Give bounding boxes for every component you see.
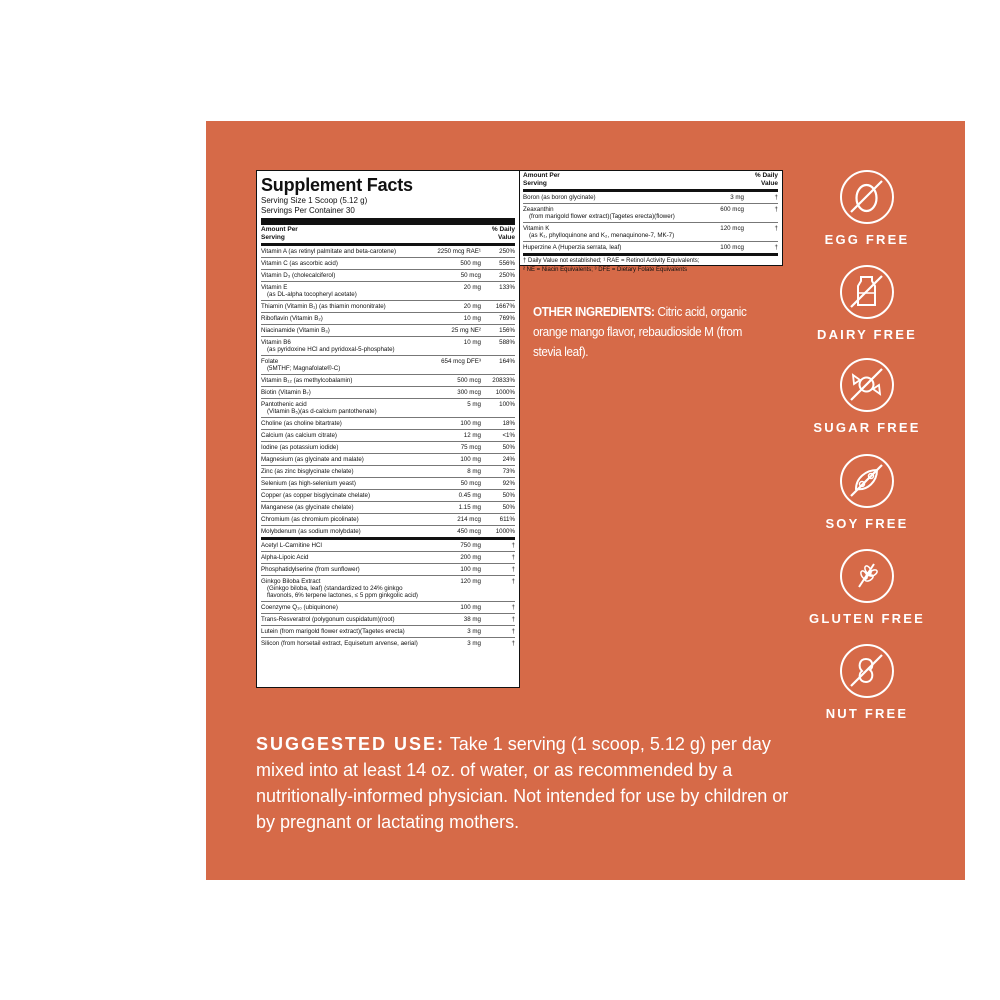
- nutrient-row: [261, 638, 515, 649]
- nutrient-row: [261, 526, 515, 537]
- nutrient-name: [261, 616, 429, 623]
- nutrient-daily-value: 100%: [499, 401, 515, 408]
- nutrient-amount: 3 mg: [467, 640, 481, 647]
- nutrient-row: [523, 204, 778, 223]
- nutrient-name: [261, 604, 429, 611]
- nutrient-label: Vitamin B6: [261, 339, 291, 346]
- supplement-facts-continued: [519, 170, 783, 273]
- nutrient-row: [261, 502, 515, 514]
- nutrient-daily-value: 18%: [502, 420, 515, 427]
- nutrient-row: [261, 576, 515, 602]
- nutrient-name: [261, 358, 429, 372]
- facts-header-continued: [523, 172, 778, 192]
- candy-icon: [840, 358, 894, 412]
- nutrient-daily-value: †: [511, 616, 515, 623]
- nutrient-daily-value: 556%: [499, 260, 515, 267]
- nutrient-amount: 750 mg: [460, 542, 481, 549]
- nutrient-amount: 50 mcg: [460, 480, 481, 487]
- nutrient-daily-value: 133%: [499, 284, 515, 291]
- nutrient-name: [261, 444, 429, 451]
- nutrient-name: [261, 284, 429, 298]
- nutrient-row: [261, 466, 515, 478]
- footnote-2: ² NE = Niacin Equivalents; ³ DFE = Dietary Folate Equivalents: [523, 267, 688, 273]
- badge-label: DAIRY FREE: [816, 327, 917, 342]
- badge-dairy-free: [797, 265, 937, 342]
- nutrient-name: [261, 566, 429, 573]
- nutrient-amount: 600 mcg: [720, 206, 744, 213]
- nutrient-name: [261, 432, 429, 439]
- nutrient-row: [261, 270, 515, 282]
- nutrient-label: Trans-Resveratrol (polygonum cuspidatum)(root): [261, 616, 395, 623]
- nutrient-row: [261, 478, 515, 490]
- nutrient-label: Vitamin D₃ (cholecalciferol): [261, 272, 336, 279]
- nutrient-amount: 100 mcg: [720, 244, 744, 251]
- nutrient-daily-value: †: [511, 566, 515, 573]
- footnote-1: † Daily Value not established; ¹ RAE = Retinol Activity Equivalents;: [523, 258, 700, 264]
- nutrient-label: Zeaxanthin: [523, 206, 554, 213]
- nutrient-name: [261, 420, 429, 427]
- nutrient-amount: 25 mg NE²: [451, 327, 481, 334]
- nutrient-label: Silicon (from horsetail extract, Equisetum arvense, aerial): [261, 640, 418, 647]
- nutrient-label: Manganese (as glycinate chelate): [261, 504, 354, 511]
- nutrient-name: [261, 339, 429, 353]
- nutrient-name: [261, 504, 429, 511]
- nutrient-label: Molybdenum (as sodium molybdate): [261, 528, 361, 535]
- nutrient-name: [261, 554, 429, 561]
- nutrient-amount: 2250 mcg RAE¹: [437, 248, 481, 255]
- badge-label: SOY FREE: [825, 516, 909, 531]
- nutrient-name: [261, 401, 429, 415]
- nutrient-daily-value: †: [774, 206, 778, 213]
- nutrient-row: [261, 258, 515, 270]
- nutrient-label: Riboflavin (Vitamin B₂): [261, 315, 323, 322]
- nutrient-source: (as DL-alpha tocopheryl acetate): [267, 291, 357, 298]
- nutrient-row: [261, 552, 515, 564]
- nutrient-daily-value: 24%: [502, 456, 515, 463]
- nutrient-name: [261, 528, 429, 535]
- nutrient-row: [261, 418, 515, 430]
- nutrient-name: [523, 225, 692, 239]
- other-ingredient-rows: [261, 540, 515, 649]
- nutrient-amount: 500 mcg: [457, 377, 481, 384]
- supplement-facts-title: Supplement Facts: [261, 175, 413, 195]
- nutrient-label: Magnesium (as glycinate and malate): [261, 456, 364, 463]
- nutrient-amount: 12 mg: [463, 432, 481, 439]
- amount-per-serving-header: Amount Per Serving: [523, 172, 560, 187]
- peanut-icon: [840, 644, 894, 698]
- nutrient-daily-value: 73%: [502, 468, 515, 475]
- servings-per-container: Servings Per Container 30: [261, 206, 355, 215]
- other-ingredients: [533, 302, 767, 362]
- nutrient-amount: 20 mg: [463, 303, 481, 310]
- suggested-use: [256, 731, 796, 835]
- nutrient-name: [523, 206, 692, 220]
- nutrient-label: Biotin (Vitamin B₇): [261, 389, 311, 396]
- nutrient-daily-value: 250%: [499, 272, 515, 279]
- milk-bottle-icon: [840, 265, 894, 319]
- nutrient-daily-value: †: [774, 225, 778, 232]
- daily-value-header: % Daily Value: [754, 172, 778, 187]
- badge-label: EGG FREE: [824, 232, 910, 247]
- nutrient-name: [261, 377, 429, 384]
- nutrient-daily-value: †: [511, 628, 515, 635]
- nutrient-daily-value: †: [511, 604, 515, 611]
- nutrient-row: [261, 430, 515, 442]
- nutrient-name: [261, 260, 429, 267]
- nutrient-label: Zinc (as zinc bisglycinate chelate): [261, 468, 354, 475]
- nutrient-name: [261, 389, 429, 396]
- badge-egg-free: [797, 170, 937, 247]
- nutrient-row: [523, 242, 778, 253]
- nutrient-daily-value: †: [511, 578, 515, 585]
- nutrient-source: (as K₁, phylloquinone and K₂, menaquinone-7, MK-7): [529, 232, 675, 239]
- nutrient-amount: 0.45 mg: [458, 492, 481, 499]
- nutrient-name: [261, 327, 429, 334]
- nutrient-daily-value: †: [511, 542, 515, 549]
- nutrient-label: Choline (as choline bitartrate): [261, 420, 342, 427]
- nutrient-amount: 8 mg: [467, 468, 481, 475]
- nutrient-label: Vitamin B₁₂ (as methylcobalamin): [261, 377, 353, 384]
- nutrient-daily-value: †: [774, 244, 778, 251]
- nutrient-row: [523, 192, 778, 204]
- nutrient-amount: 10 mg: [463, 315, 481, 322]
- nutrient-source: (as pyridoxine HCl and pyridoxal-5-phosphate): [267, 346, 395, 353]
- nutrient-name: [261, 248, 429, 255]
- nutrient-daily-value: 156%: [499, 327, 515, 334]
- nutrient-label: Iodine (as potassium iodide): [261, 444, 339, 451]
- nutrient-daily-value: †: [774, 194, 778, 201]
- amount-per-serving-header: Amount Per Serving: [261, 226, 298, 241]
- egg-icon: [840, 170, 894, 224]
- other-ingredients-label: OTHER INGREDIENTS:: [533, 304, 655, 319]
- nutrient-amount: 50 mcg: [460, 272, 481, 279]
- badge-label: SUGAR FREE: [813, 420, 921, 435]
- nutrient-name: [261, 516, 429, 523]
- nutrient-row: [261, 490, 515, 502]
- nutrient-rows: [261, 246, 515, 537]
- nutrient-daily-value: 92%: [502, 480, 515, 487]
- nutrient-source: (Ginkgo biloba, leaf) (standardized to 24% ginkgo flavonols, 6% terpene lactones, ≤ 5 ppm ginkgolic acid): [267, 585, 418, 599]
- nutrient-rows-continued: [523, 192, 778, 253]
- nutrient-amount: 38 mg: [463, 616, 481, 623]
- nutrient-source: (from marigold flower extract)(Tagetes erecta)(flower): [529, 213, 675, 220]
- nutrient-amount: 20 mg: [463, 284, 481, 291]
- serving-size: Serving Size 1 Scoop (5.12 g): [261, 196, 368, 205]
- nutrient-name: [523, 244, 692, 251]
- nutrient-amount: 5 mg: [467, 401, 481, 408]
- nutrient-label: Phosphatidylserine (from sunflower): [261, 566, 360, 573]
- badge-nut-free: [797, 644, 937, 721]
- nutrient-label: Vitamin E: [261, 284, 288, 291]
- nutrient-row: [261, 337, 515, 356]
- nutrient-row: [261, 325, 515, 337]
- nutrient-row: [261, 442, 515, 454]
- nutrient-row: [261, 626, 515, 638]
- nutrient-row: [261, 514, 515, 526]
- daily-value-header: % Daily Value: [491, 226, 515, 241]
- nutrient-row: [261, 282, 515, 301]
- nutrient-row: [261, 540, 515, 552]
- nutrient-daily-value: 20833%: [492, 377, 515, 384]
- nutrient-row: [261, 356, 515, 375]
- nutrient-source: (5MTHF; Magnafolate®-C): [267, 365, 341, 372]
- nutrient-daily-value: 1000%: [495, 389, 515, 396]
- nutrient-row: [261, 246, 515, 258]
- nutrient-amount: 100 mg: [460, 566, 481, 573]
- nutrient-row: [261, 387, 515, 399]
- nutrient-label: Vitamin C (as ascorbic acid): [261, 260, 338, 267]
- nutrient-amount: 120 mg: [460, 578, 481, 585]
- suggested-use-label: SUGGESTED USE:: [256, 734, 446, 754]
- nutrient-name: [261, 640, 429, 647]
- nutrient-daily-value: 1000%: [495, 528, 515, 535]
- other-ingredients-text: Citric acid, organic orange mango flavor, rebaudioside M (from stevia leaf).: [533, 304, 747, 359]
- nutrient-label: Niacinamide (Vitamin B₃): [261, 327, 330, 334]
- nutrient-amount: 100 mg: [460, 604, 481, 611]
- nutrient-daily-value: †: [511, 640, 515, 647]
- nutrient-row: [261, 614, 515, 626]
- nutrient-row: [523, 223, 778, 242]
- nutrient-label: Folate: [261, 358, 279, 365]
- nutrient-row: [261, 399, 515, 418]
- nutrient-amount: 200 mg: [460, 554, 481, 561]
- nutrient-daily-value: 769%: [499, 315, 515, 322]
- nutrient-label: Thiamin (Vitamin B₁) (as thiamin mononitrate): [261, 303, 386, 310]
- nutrient-label: Lutein (from marigold flower extract)(Tagetes erecta): [261, 628, 405, 635]
- nutrient-row: [261, 602, 515, 614]
- nutrient-row: [261, 564, 515, 576]
- nutrient-source: (Vitamin B₅)(as d-calcium pantothenate): [267, 408, 377, 415]
- nutrient-daily-value: 50%: [502, 504, 515, 511]
- nutrient-name: [523, 194, 692, 201]
- badge-label: GLUTEN FREE: [809, 611, 925, 626]
- nutrient-amount: 3 mg: [730, 194, 744, 201]
- nutrient-amount: 10 mg: [463, 339, 481, 346]
- nutrient-amount: 3 mg: [467, 628, 481, 635]
- nutrient-row: [261, 313, 515, 325]
- nutrient-amount: 1.15 mg: [458, 504, 481, 511]
- nutrient-amount: 500 mg: [460, 260, 481, 267]
- nutrient-row: [261, 375, 515, 387]
- nutrient-daily-value: 250%: [499, 248, 515, 255]
- nutrient-label: Pantothenic acid: [261, 401, 307, 408]
- nutrient-name: [261, 542, 429, 549]
- nutrient-amount: 214 mcg: [457, 516, 481, 523]
- nutrient-daily-value: 50%: [502, 444, 515, 451]
- badge-label: NUT FREE: [825, 706, 909, 721]
- badge-gluten-free: [797, 549, 937, 626]
- nutrient-label: Acetyl L-Carnitine HCl: [261, 542, 322, 549]
- nutrient-name: [261, 468, 429, 475]
- nutrient-label: Ginkgo Biloba Extract: [261, 578, 321, 585]
- nutrient-name: [261, 492, 429, 499]
- soybean-icon: [840, 454, 894, 508]
- nutrient-name: [261, 480, 429, 487]
- nutrient-daily-value: <1%: [502, 432, 515, 439]
- nutrient-daily-value: 164%: [499, 358, 515, 365]
- badge-sugar-free: [797, 358, 937, 435]
- nutrient-name: [261, 315, 429, 322]
- nutrient-daily-value: 611%: [499, 516, 515, 523]
- badge-soy-free: [797, 454, 937, 531]
- supplement-facts-panel: [256, 170, 520, 688]
- nutrient-name: [261, 272, 429, 279]
- nutrient-amount: 100 mg: [460, 420, 481, 427]
- nutrient-label: Vitamin K: [523, 225, 550, 232]
- wheat-icon: [840, 549, 894, 603]
- nutrient-amount: 100 mg: [460, 456, 481, 463]
- nutrient-amount: 120 mcg: [720, 225, 744, 232]
- nutrient-label: Selenium (as high-selenium yeast): [261, 480, 356, 487]
- nutrient-amount: 300 mcg: [457, 389, 481, 396]
- nutrient-label: Coenzyme Q₁₀ (ubiquinone): [261, 604, 338, 611]
- nutrient-label: Boron (as boron glycinate): [523, 194, 596, 201]
- nutrient-label: Vitamin A (as retinyl palmitate and beta-carotene): [261, 248, 397, 255]
- nutrient-name: [261, 303, 429, 310]
- nutrient-row: [261, 301, 515, 313]
- nutrient-daily-value: 588%: [499, 339, 515, 346]
- nutrient-amount: 75 mcg: [460, 444, 481, 451]
- facts-header: [261, 226, 515, 246]
- nutrient-label: Calcium (as calcium citrate): [261, 432, 337, 439]
- nutrient-amount: 450 mcg: [457, 528, 481, 535]
- nutrient-name: [261, 578, 429, 599]
- nutrient-label: Copper (as copper bisglycinate chelate): [261, 492, 371, 499]
- nutrient-daily-value: 50%: [502, 492, 515, 499]
- nutrient-name: [261, 628, 429, 635]
- nutrient-label: Huperzine A (Huperzia serrata, leaf): [523, 244, 622, 251]
- nutrient-daily-value: 1667%: [495, 303, 515, 310]
- nutrient-daily-value: †: [511, 554, 515, 561]
- nutrient-label: Chromium (as chromium picolinate): [261, 516, 359, 523]
- suggested-use-text: Take 1 serving (1 scoop, 5.12 g) per day mixed into at least 14 oz. of water, or as recommended by a nutritionally-informed physician. Not intended for use by children or by pregnant or lactating mothers.: [256, 734, 789, 832]
- nutrient-name: [261, 456, 429, 463]
- nutrient-amount: 654 mcg DFE³: [441, 358, 481, 365]
- nutrient-row: [261, 454, 515, 466]
- nutrient-label: Alpha-Lipoic Acid: [261, 554, 309, 561]
